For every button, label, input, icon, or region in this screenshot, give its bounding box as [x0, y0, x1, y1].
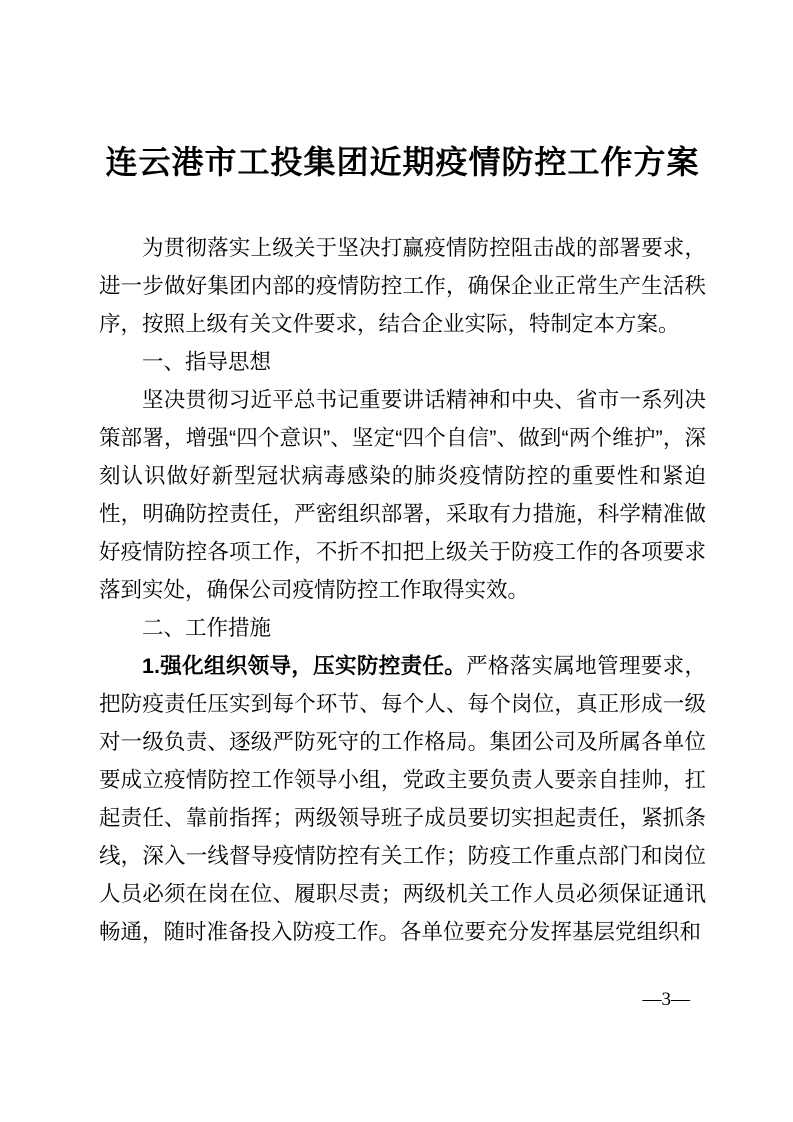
document-content — [99, 140, 706, 951]
section-1-body-paragraph: 坚决贯彻习近平总书记重要讲话精神和中央、省市一系列决策部署，增强“四个意识”、坚定“四个自信”、做到“两个维护”，深刻认识做好新型冠状病毒感染的肺炎疫情防控的重要性和紧迫性，明确防控责任，严密组织部署，采取有力措施，科学精准做好疫情防控各项工作，不折不扣把上级关于防疫工作的各项要求落到实处，确保公司疫情防控工作取得实效。 — [99, 388, 706, 602]
section-1-heading: 一、指导思想 — [142, 350, 272, 374]
intro-paragraph: 为贯彻落实上级关于坚决打赢疫情防控阻击战的部署要求，进一步做好集团内部的疫情防控工作，确保企业正常生产生活秩序，按照上级有关文件要求，结合企业实际，特制定本方案。 — [99, 236, 706, 336]
measure-1-lead: 1.强化组织领导，压实防控责任。 — [142, 654, 467, 678]
document-title: 连云港市工投集团近期疫情防控工作方案 — [105, 144, 700, 180]
measure-1-text: 严格落实属地管理要求，把防疫责任压实到每个环节、每个人、每个岗位，真正形成一级对一级负责、逐级严防死守的工作格局。集团公司及所属各单位要成立疫情防控工作领导小组，党政主要负责人要亲自挂帅，扛起责任、靠前指挥；两级领导班子成员要切实担起责任，紧抓条线，深入一线督导疫情防控有关工作；防疫工作重点部门和岗位人员必须在岗在位、履职尽责；两级机关工作人员必须保证通讯畅通，随时准备投入防疫工作。各单位要充分发挥基层党组织和 — [99, 654, 706, 944]
section-2-heading: 二、工作措施 — [142, 616, 272, 640]
page-number: —3— — [642, 989, 690, 1010]
measure-1-paragraph — [99, 647, 706, 951]
